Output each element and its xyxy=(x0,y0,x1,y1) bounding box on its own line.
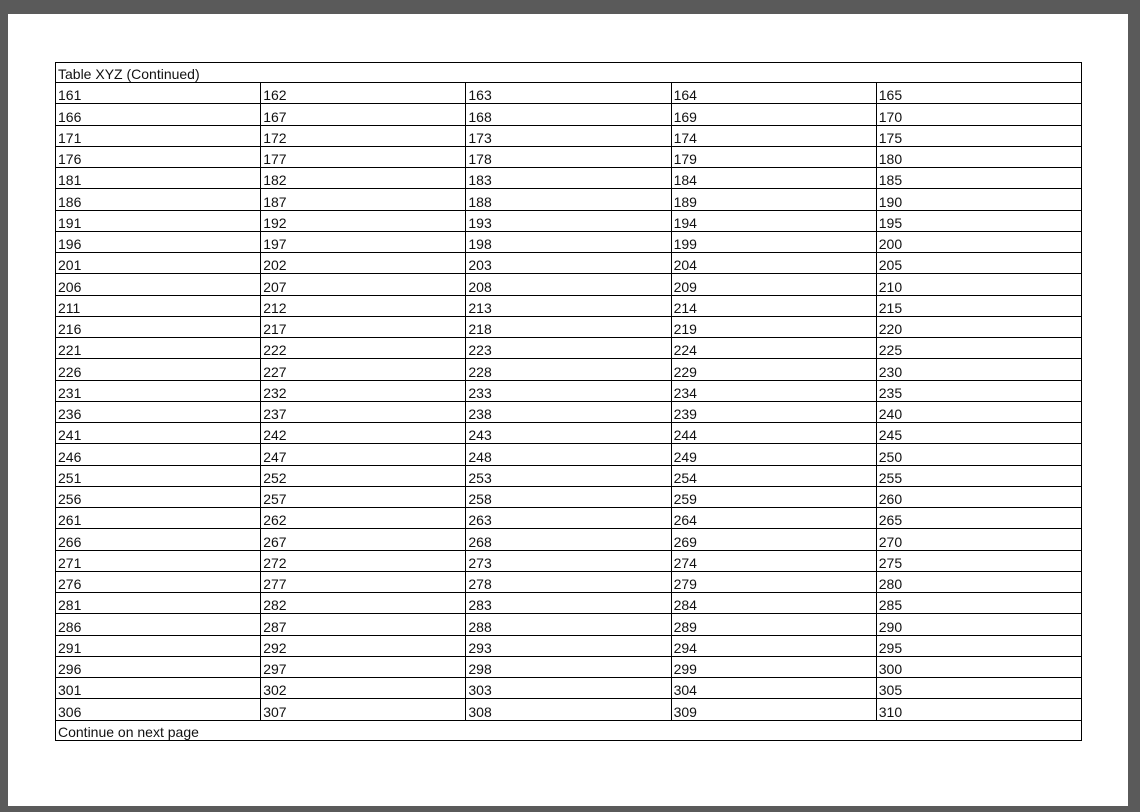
table-cell: 260 xyxy=(876,486,1081,507)
table-row xyxy=(56,83,1082,104)
table-cell: 241 xyxy=(56,423,261,444)
table-cell: 302 xyxy=(261,678,466,699)
table-row xyxy=(56,571,1082,592)
table-cell: 223 xyxy=(466,338,671,359)
table-row xyxy=(56,295,1082,316)
table-cell: 281 xyxy=(56,593,261,614)
table-cell: 268 xyxy=(466,529,671,550)
table-cell: 209 xyxy=(671,274,876,295)
table-cell: 174 xyxy=(671,125,876,146)
table-cell: 220 xyxy=(876,316,1081,337)
table-cell: 188 xyxy=(466,189,671,210)
table-cell: 306 xyxy=(56,699,261,720)
table-row xyxy=(56,125,1082,146)
table-cell: 162 xyxy=(261,83,466,104)
table-cell: 247 xyxy=(261,444,466,465)
table-cell: 251 xyxy=(56,465,261,486)
table-cell: 187 xyxy=(261,189,466,210)
table-cell: 267 xyxy=(261,529,466,550)
table-row xyxy=(56,253,1082,274)
table-cell: 308 xyxy=(466,699,671,720)
table-cell: 170 xyxy=(876,104,1081,125)
table-cell: 240 xyxy=(876,401,1081,422)
table-cell: 219 xyxy=(671,316,876,337)
table-cell: 176 xyxy=(56,146,261,167)
table-cell: 257 xyxy=(261,486,466,507)
table-cell: 262 xyxy=(261,508,466,529)
table-row xyxy=(56,401,1082,422)
table-cell: 259 xyxy=(671,486,876,507)
table-cell: 291 xyxy=(56,635,261,656)
table-cell: 199 xyxy=(671,231,876,252)
table-cell: 295 xyxy=(876,635,1081,656)
table-footer: Continue on next page xyxy=(56,720,1082,740)
table-cell: 283 xyxy=(466,593,671,614)
table-cell: 298 xyxy=(466,656,671,677)
table-cell: 193 xyxy=(466,210,671,231)
table-cell: 172 xyxy=(261,125,466,146)
table-row xyxy=(56,210,1082,231)
table-cell: 238 xyxy=(466,401,671,422)
table-cell: 198 xyxy=(466,231,671,252)
table-cell: 180 xyxy=(876,146,1081,167)
table-row xyxy=(56,316,1082,337)
table-cell: 197 xyxy=(261,231,466,252)
table-cell: 216 xyxy=(56,316,261,337)
table-cell: 242 xyxy=(261,423,466,444)
table-cell: 269 xyxy=(671,529,876,550)
table-cell: 294 xyxy=(671,635,876,656)
table-cell: 222 xyxy=(261,338,466,359)
table-cell: 183 xyxy=(466,168,671,189)
table-cell: 274 xyxy=(671,550,876,571)
table-cell: 290 xyxy=(876,614,1081,635)
table-cell: 164 xyxy=(671,83,876,104)
table-cell: 178 xyxy=(466,146,671,167)
table-cell: 206 xyxy=(56,274,261,295)
table-cell: 163 xyxy=(466,83,671,104)
table-cell: 171 xyxy=(56,125,261,146)
table-cell: 196 xyxy=(56,231,261,252)
table-cell: 252 xyxy=(261,465,466,486)
table-cell: 244 xyxy=(671,423,876,444)
table-row xyxy=(56,274,1082,295)
table-cell: 292 xyxy=(261,635,466,656)
table-cell: 205 xyxy=(876,253,1081,274)
table-cell: 228 xyxy=(466,359,671,380)
table-cell: 276 xyxy=(56,571,261,592)
table-cell: 285 xyxy=(876,593,1081,614)
table-cell: 189 xyxy=(671,189,876,210)
table-cell: 184 xyxy=(671,168,876,189)
table-row xyxy=(56,168,1082,189)
table-cell: 248 xyxy=(466,444,671,465)
table-cell: 270 xyxy=(876,529,1081,550)
table-row xyxy=(56,614,1082,635)
table-cell: 307 xyxy=(261,699,466,720)
table-cell: 246 xyxy=(56,444,261,465)
table-cell: 271 xyxy=(56,550,261,571)
table-cell: 266 xyxy=(56,529,261,550)
table-cell: 200 xyxy=(876,231,1081,252)
table-cell: 237 xyxy=(261,401,466,422)
table-cell: 263 xyxy=(466,508,671,529)
table-body xyxy=(56,63,1082,741)
table-cell: 215 xyxy=(876,295,1081,316)
table-cell: 310 xyxy=(876,699,1081,720)
table-cell: 210 xyxy=(876,274,1081,295)
table-cell: 296 xyxy=(56,656,261,677)
table-cell: 279 xyxy=(671,571,876,592)
table-cell: 202 xyxy=(261,253,466,274)
table-row xyxy=(56,593,1082,614)
table-cell: 161 xyxy=(56,83,261,104)
table-cell: 226 xyxy=(56,359,261,380)
table-cell: 179 xyxy=(671,146,876,167)
table-cell: 190 xyxy=(876,189,1081,210)
table-row xyxy=(56,146,1082,167)
table-cell: 236 xyxy=(56,401,261,422)
table-cell: 182 xyxy=(261,168,466,189)
table-row xyxy=(56,423,1082,444)
table-cell: 227 xyxy=(261,359,466,380)
table-cell: 212 xyxy=(261,295,466,316)
table-cell: 165 xyxy=(876,83,1081,104)
table-cell: 231 xyxy=(56,380,261,401)
table-cell: 230 xyxy=(876,359,1081,380)
table-cell: 293 xyxy=(466,635,671,656)
table-cell: 224 xyxy=(671,338,876,359)
table-cell: 204 xyxy=(671,253,876,274)
table-cell: 304 xyxy=(671,678,876,699)
table-cell: 253 xyxy=(466,465,671,486)
table-row xyxy=(56,699,1082,720)
table-cell: 288 xyxy=(466,614,671,635)
table-cell: 301 xyxy=(56,678,261,699)
table-cell: 168 xyxy=(466,104,671,125)
table-cell: 191 xyxy=(56,210,261,231)
table-cell: 261 xyxy=(56,508,261,529)
table-cell: 185 xyxy=(876,168,1081,189)
table-cell: 217 xyxy=(261,316,466,337)
table-row xyxy=(56,231,1082,252)
table-cell: 173 xyxy=(466,125,671,146)
table-cell: 229 xyxy=(671,359,876,380)
table-caption: Table XYZ (Continued) xyxy=(56,63,1082,83)
table-cell: 175 xyxy=(876,125,1081,146)
table-cell: 201 xyxy=(56,253,261,274)
table-row xyxy=(56,338,1082,359)
table-cell: 289 xyxy=(671,614,876,635)
data-table xyxy=(55,62,1082,741)
table-cell: 250 xyxy=(876,444,1081,465)
table-cell: 280 xyxy=(876,571,1081,592)
table-cell: 303 xyxy=(466,678,671,699)
table-cell: 213 xyxy=(466,295,671,316)
table-cell: 221 xyxy=(56,338,261,359)
table-row xyxy=(56,380,1082,401)
table-cell: 232 xyxy=(261,380,466,401)
table-cell: 284 xyxy=(671,593,876,614)
table-cell: 300 xyxy=(876,656,1081,677)
table-cell: 169 xyxy=(671,104,876,125)
table-cell: 225 xyxy=(876,338,1081,359)
table-cell: 207 xyxy=(261,274,466,295)
table-cell: 273 xyxy=(466,550,671,571)
table-cell: 278 xyxy=(466,571,671,592)
table-cell: 233 xyxy=(466,380,671,401)
document-page xyxy=(8,14,1128,806)
table-cell: 186 xyxy=(56,189,261,210)
table-cell: 286 xyxy=(56,614,261,635)
table-cell: 245 xyxy=(876,423,1081,444)
table-row xyxy=(56,508,1082,529)
table-cell: 309 xyxy=(671,699,876,720)
table-row xyxy=(56,656,1082,677)
table-row xyxy=(56,189,1082,210)
table-cell: 218 xyxy=(466,316,671,337)
table-cell: 167 xyxy=(261,104,466,125)
table-cell: 282 xyxy=(261,593,466,614)
table-cell: 287 xyxy=(261,614,466,635)
table-cell: 299 xyxy=(671,656,876,677)
table-cell: 277 xyxy=(261,571,466,592)
table-row xyxy=(56,678,1082,699)
table-cell: 234 xyxy=(671,380,876,401)
table-cell: 214 xyxy=(671,295,876,316)
table-cell: 195 xyxy=(876,210,1081,231)
table-cell: 256 xyxy=(56,486,261,507)
table-cell: 297 xyxy=(261,656,466,677)
table-row xyxy=(56,529,1082,550)
table-row xyxy=(56,359,1082,380)
table-cell: 255 xyxy=(876,465,1081,486)
table-cell: 249 xyxy=(671,444,876,465)
table-row xyxy=(56,465,1082,486)
table-cell: 208 xyxy=(466,274,671,295)
table-cell: 272 xyxy=(261,550,466,571)
table-cell: 305 xyxy=(876,678,1081,699)
table-row xyxy=(56,104,1082,125)
table-cell: 275 xyxy=(876,550,1081,571)
table-cell: 194 xyxy=(671,210,876,231)
table-cell: 192 xyxy=(261,210,466,231)
table-cell: 239 xyxy=(671,401,876,422)
table-cell: 203 xyxy=(466,253,671,274)
table-cell: 166 xyxy=(56,104,261,125)
table-cell: 258 xyxy=(466,486,671,507)
table-cell: 177 xyxy=(261,146,466,167)
table-row xyxy=(56,486,1082,507)
table-cell: 265 xyxy=(876,508,1081,529)
table-cell: 264 xyxy=(671,508,876,529)
table-row xyxy=(56,635,1082,656)
table-cell: 254 xyxy=(671,465,876,486)
table-cell: 235 xyxy=(876,380,1081,401)
table-footer-row xyxy=(56,720,1082,740)
table-cell: 181 xyxy=(56,168,261,189)
table-cell: 243 xyxy=(466,423,671,444)
table-cell: 211 xyxy=(56,295,261,316)
table-caption-row xyxy=(56,63,1082,83)
table-row xyxy=(56,550,1082,571)
table-row xyxy=(56,444,1082,465)
